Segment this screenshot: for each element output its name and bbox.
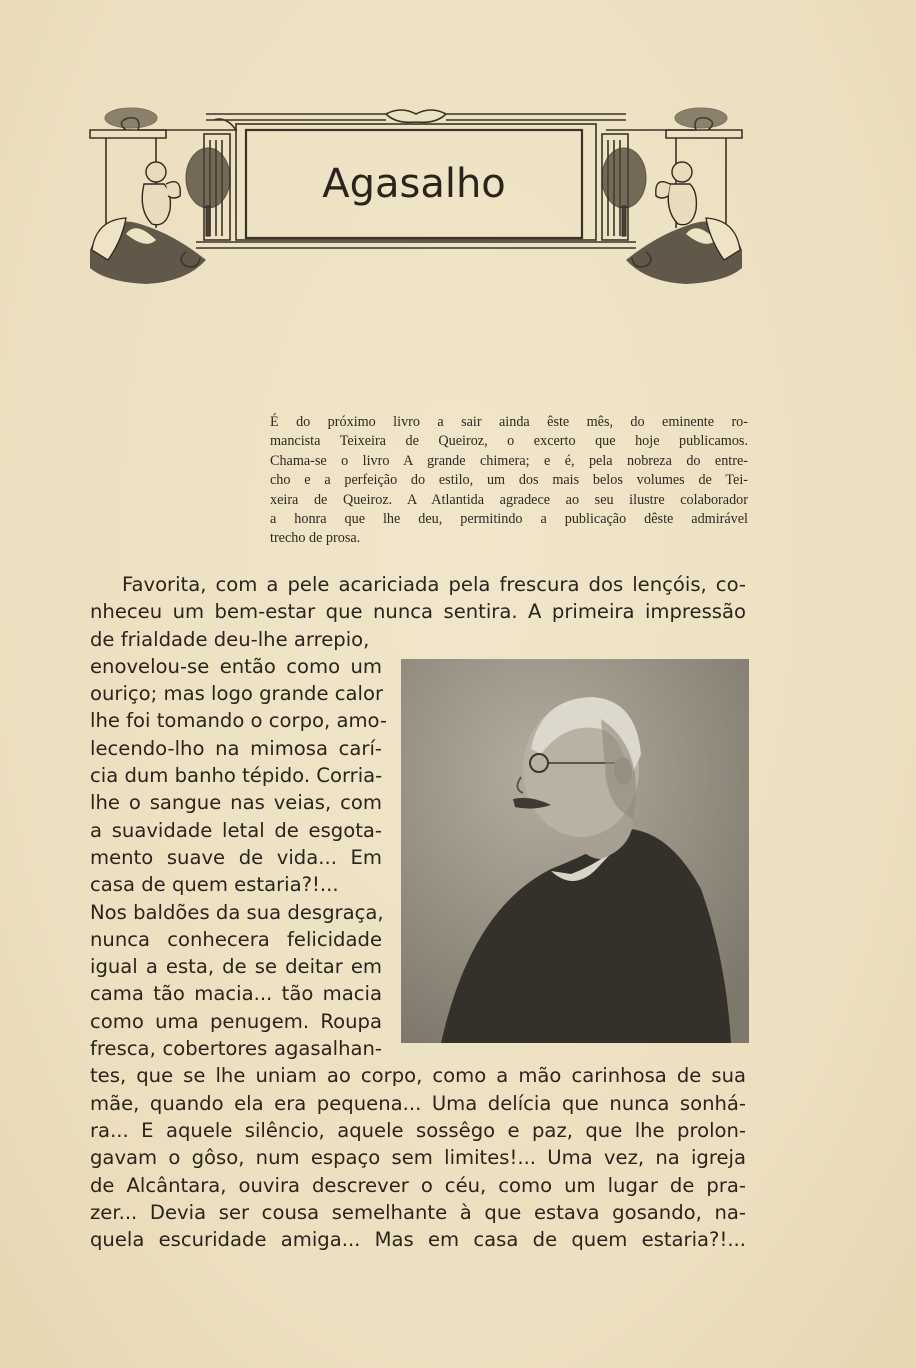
body-line: de Alcântara, ouvira descrever o céu, como um lugar de pra- (90, 1173, 746, 1197)
body-line: mãe, quando ela era pequena... Uma delícia que nunca sonhá- (90, 1091, 746, 1115)
body-line: nheceu um bem-estar que nunca sentira. A primeira impressão (90, 600, 746, 624)
body-line: igual a esta, de se deitar em (90, 955, 382, 979)
body-line: casa de quem estaria?!... (90, 873, 339, 897)
body-line: cama tão macia... tão macia (90, 982, 382, 1006)
intro-line: mancista Teixeira de Queiroz, o excerto que hoje publicamos. (270, 433, 748, 450)
article-body (90, 571, 746, 1253)
body-line: de frialdade deu-lhe arrepio, (90, 627, 370, 651)
body-line: ouriço; mas logo grande calor (90, 682, 384, 706)
body-line: fresca, cobertores agasalhan- (90, 1037, 382, 1061)
body-line: cia dum banho tépido. Corria- (90, 764, 383, 788)
body-line: nunca conhecera felicidade (90, 927, 382, 951)
body-line: tes, que se lhe uniam ao corpo, como a mão carinhosa de sua (90, 1064, 746, 1088)
intro-line: Chama-se o livro A grande chimera; e é, pela nobreza do entre- (270, 452, 748, 469)
body-line: ra... E aquele silêncio, aquele sossêgo e paz, que lhe prolon- (90, 1118, 746, 1142)
body-line: zer... Devia ser cousa semelhante à que estava gosando, na- (90, 1200, 746, 1224)
body-line: lhe o sangue nas veias, com (90, 791, 382, 815)
body-line: como uma penugem. Roupa (90, 1009, 382, 1033)
article-title: Agasalho (322, 161, 506, 207)
body-line: lecendo-lho na mimosa carí- (90, 736, 382, 760)
intro-line: É do próximo livro a sair ainda êste mês, do eminente ro- (270, 414, 748, 430)
body-line: mento suave de vida... Em (90, 845, 382, 869)
body-line: quela escuridade amiga... Mas em casa de quem estaria?!... (90, 1228, 746, 1252)
body-line: Nos baldões da sua desgraça, (90, 900, 384, 924)
body-line: a suavidade letal de esgota- (90, 818, 382, 842)
intro-line: cho e a perfeição do estilo, um dos mais belos volumes de Tei- (270, 472, 748, 489)
intro-line: xeira de Queiroz. A Atlantida agradece ao seu ilustre colaborador (270, 491, 748, 508)
body-line: lhe foi tomando o corpo, amo- (90, 709, 387, 733)
body-line: gavam o gôso, num espaço sem limites!... Uma vez, na igreja (90, 1146, 746, 1170)
intro-note (270, 413, 748, 549)
intro-line: trecho de prosa. (270, 530, 361, 547)
body-line: enovelou-se então como um (90, 654, 382, 678)
ornamental-header (86, 100, 746, 288)
title-box (246, 130, 582, 238)
intro-line: a honra que lhe deu, permitindo a publicação dêste admirável (270, 511, 748, 528)
body-line: Favorita, com a pele acariciada pela frescura dos lençóis, co- (122, 573, 746, 596)
